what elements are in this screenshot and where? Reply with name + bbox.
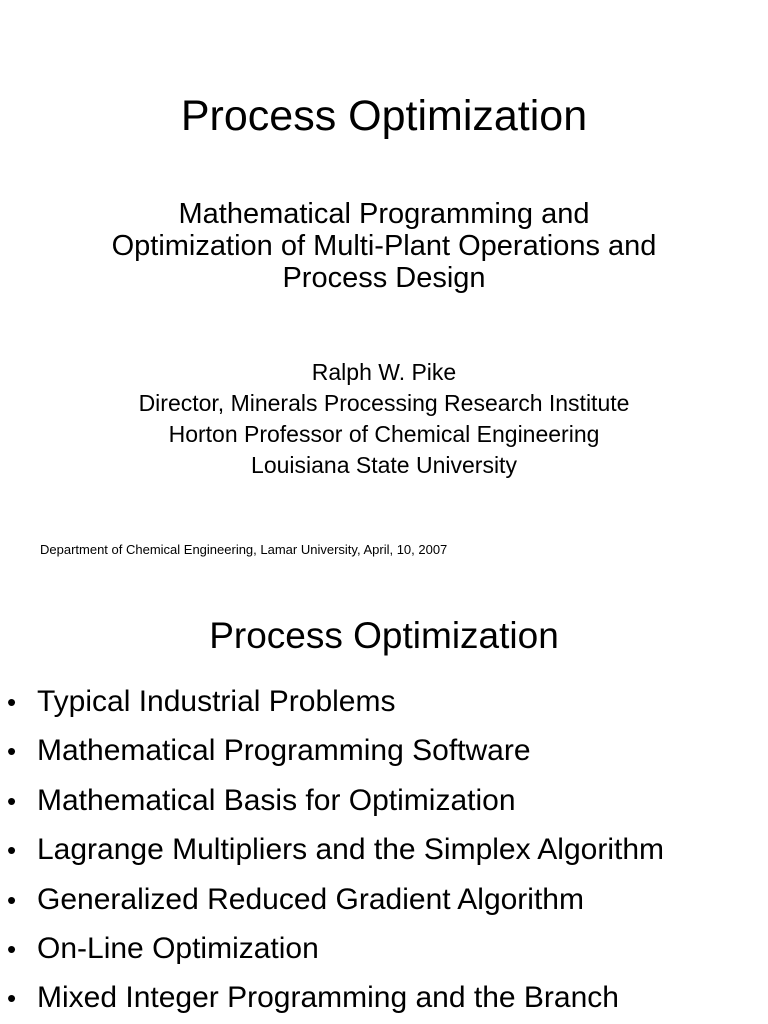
- bullet-text: Mathematical Programming Software: [37, 734, 531, 768]
- author-affiliation: Horton Professor of Chemical Engineering: [168, 421, 600, 447]
- outline-slide: [0, 590, 768, 1024]
- slide-footer: Department of Chemical Engineering, Lamar University, April, 10, 2007: [40, 542, 448, 557]
- bullet-text: On-Line Optimization: [37, 931, 319, 965]
- bullet-item: [0, 929, 768, 978]
- bullet-item: [0, 731, 768, 780]
- bullet-icon: •: [7, 983, 17, 1014]
- author-affiliation: Director, Minerals Processing Research Institute: [138, 390, 630, 416]
- bullet-icon: •: [7, 736, 17, 767]
- bullet-item: [0, 830, 768, 879]
- author-name: Ralph W. Pike: [311, 359, 457, 385]
- bullet-icon: •: [7, 884, 17, 915]
- bullet-text: Mathematical Basis for Optimization: [37, 783, 516, 817]
- bullet-item: [0, 880, 768, 929]
- subtitle-line: Mathematical Programming and: [178, 198, 590, 230]
- bullet-text: Typical Industrial Problems: [37, 685, 396, 718]
- slide-title: Process Optimization: [209, 615, 559, 656]
- bullet-text: Mixed Integer Programming and the Branch: [37, 981, 619, 1015]
- bullet-icon: •: [7, 933, 17, 964]
- subtitle-line: Process Design: [282, 262, 486, 294]
- bullet-item: [0, 978, 768, 1024]
- bullet-item: [0, 682, 768, 731]
- slide-subtitle: [0, 198, 768, 294]
- slide-title: Process Optimization: [180, 92, 588, 140]
- bullet-icon: •: [7, 687, 17, 717]
- bullet-item: [0, 781, 768, 830]
- author-block: [0, 357, 768, 481]
- bullet-list: [0, 682, 768, 1024]
- bullet-icon: •: [7, 835, 17, 866]
- bullet-text: Lagrange Multipliers and the Simplex Algorithm: [37, 833, 664, 867]
- subtitle-line: Optimization of Multi-Plant Operations and: [111, 230, 657, 262]
- bullet-icon: •: [7, 785, 17, 816]
- bullet-text: Generalized Reduced Gradient Algorithm: [37, 882, 584, 916]
- author-affiliation: Louisiana State University: [251, 452, 517, 478]
